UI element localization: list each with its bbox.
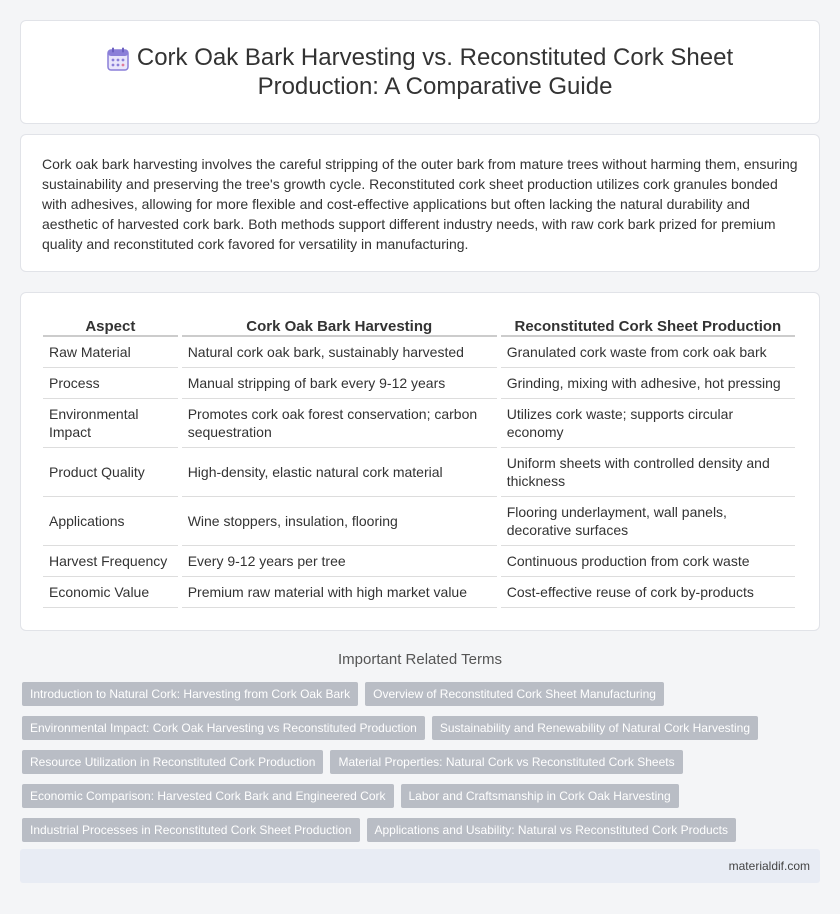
cell-aspect: Economic Value [43,577,178,608]
cell-aspect: Process [43,368,178,399]
table-row [43,368,795,399]
footer [20,849,820,883]
cell-harvesting: Natural cork oak bark, sustainably harvested [182,337,497,368]
cell-reconstituted: Utilizes cork waste; supports circular economy [501,399,795,448]
page-title: Cork Oak Bark Harvesting vs. Reconstituted Cork Sheet Production: A Comparative Guide [136,44,734,100]
table-row [43,337,795,368]
related-term-tag[interactable]: Sustainability and Renewability of Natural Cork Harvesting [432,716,758,740]
cell-reconstituted: Cost-effective reuse of cork by-products [501,577,795,608]
cell-reconstituted: Granulated cork waste from cork oak bark [501,337,795,368]
header-harvesting: Cork Oak Bark Harvesting [182,313,497,337]
cell-harvesting: Premium raw material with high market value [182,577,497,608]
related-term-tag[interactable]: Material Properties: Natural Cork vs Reconstituted Cork Sheets [330,750,682,774]
cell-harvesting: Wine stoppers, insulation, flooring [182,497,497,546]
table-header-row [43,313,795,337]
cell-aspect: Raw Material [43,337,178,368]
related-term-tag[interactable]: Environmental Impact: Cork Oak Harvesting vs Reconstituted Production [22,716,425,740]
cell-harvesting: Manual stripping of bark every 9-12 years [182,368,497,399]
cell-aspect: Product Quality [43,448,178,497]
related-term-tag[interactable]: Economic Comparison: Harvested Cork Bark and Engineered Cork [22,784,394,808]
cell-harvesting: Promotes cork oak forest conservation; carbon sequestration [182,399,497,448]
table-row [43,399,795,448]
related-terms-list [22,682,818,852]
header-reconstituted: Reconstituted Cork Sheet Production [501,313,795,337]
cell-harvesting: High-density, elastic natural cork material [182,448,497,497]
cell-aspect: Harvest Frequency [43,546,178,577]
intro-paragraph: Cork oak bark harvesting involves the careful stripping of the outer bark from mature trees without harming them, ensuring sustainability and preserving the tree's growth cycle. Reconstituted cork sheet production utilizes cork granules bonded with adhesives, allowing for more flexible and cost-effective applications but often lacking the natural durability and aesthetic of harvested cork bark. Both methods support different industry needs, with raw cork bark prized for premium quality and reconstituted cork favored for versatility in manufacturing. [42,156,798,252]
cell-reconstituted: Flooring underlayment, wall panels, decorative surfaces [501,497,795,546]
intro-card [20,134,820,272]
cell-reconstituted: Grinding, mixing with adhesive, hot pressing [501,368,795,399]
related-terms-title: Important Related Terms [338,651,502,668]
table-row [43,448,795,497]
cell-reconstituted: Continuous production from cork waste [501,546,795,577]
table-row [43,546,795,577]
comparison-table-card [20,292,820,631]
related-term-tag[interactable]: Introduction to Natural Cork: Harvesting from Cork Oak Bark [22,682,358,706]
comparison-table [39,313,799,608]
cell-aspect: Applications [43,497,178,546]
footer-site-link[interactable]: materialdif.com [728,859,810,873]
cell-reconstituted: Uniform sheets with controlled density and thickness [501,448,795,497]
related-term-tag[interactable]: Industrial Processes in Reconstituted Cork Sheet Production [22,818,360,842]
related-term-tag[interactable]: Resource Utilization in Reconstituted Cork Production [22,750,323,774]
header-card [20,20,820,124]
cell-aspect: Environmental Impact [43,399,178,448]
table-row [43,577,795,608]
table-row [43,497,795,546]
related-term-tag[interactable]: Labor and Craftsmanship in Cork Oak Harvesting [401,784,679,808]
cell-harvesting: Every 9-12 years per tree [182,546,497,577]
header-aspect: Aspect [43,313,178,337]
related-term-tag[interactable]: Overview of Reconstituted Cork Sheet Manufacturing [365,682,664,706]
related-term-tag[interactable]: Applications and Usability: Natural vs Reconstituted Cork Products [367,818,737,842]
